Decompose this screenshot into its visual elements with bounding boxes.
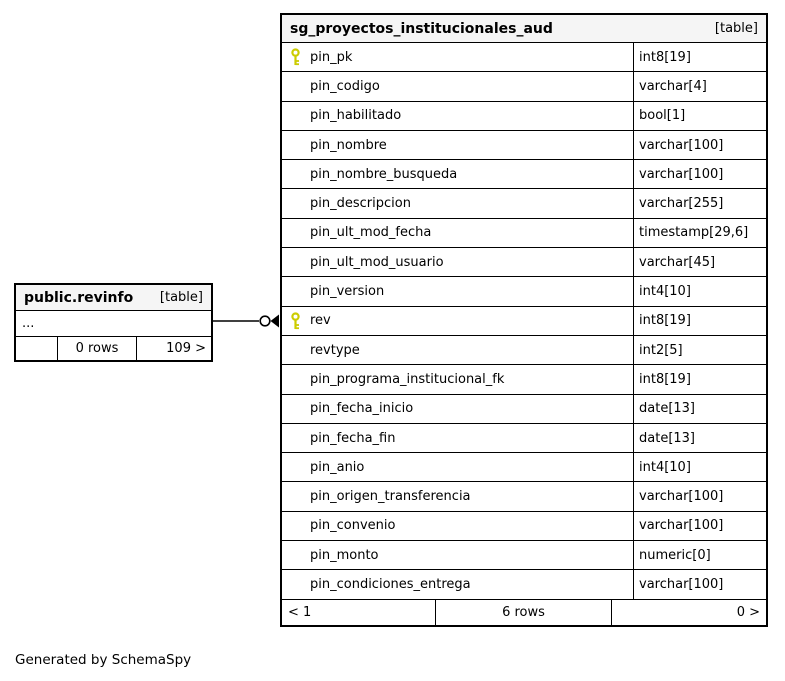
column-name-cell	[282, 102, 633, 130]
main-table-title[interactable]: sg_proyectos_institucionales_aud	[290, 20, 553, 37]
primary-key-icon	[290, 48, 310, 66]
column-name-cell	[282, 131, 633, 159]
column-name: pin_nombre_busqueda	[310, 166, 458, 182]
generated-by-text: Generated by SchemaSpy	[15, 652, 192, 668]
primary-key-icon	[290, 370, 310, 388]
column-name-cell	[282, 160, 633, 188]
column-row	[282, 512, 766, 541]
revinfo-footer-left	[16, 337, 57, 360]
primary-key-icon	[290, 546, 310, 564]
column-row	[282, 570, 766, 599]
revinfo-table-title[interactable]: public.revinfo	[24, 289, 134, 306]
revinfo-collapsed-columns: ...	[16, 311, 211, 337]
column-row	[282, 365, 766, 394]
main-footer-rows: 6 rows	[435, 600, 611, 625]
column-name: pin_pk	[310, 49, 353, 65]
column-type: numeric[0]	[633, 541, 766, 569]
column-row	[282, 72, 766, 101]
column-type: int4[10]	[633, 453, 766, 481]
column-type: int8[19]	[633, 365, 766, 393]
main-table-footer	[282, 600, 766, 625]
column-name: pin_ult_mod_usuario	[310, 254, 444, 270]
column-name-cell	[282, 189, 633, 217]
primary-key-icon	[290, 253, 310, 271]
column-name-cell	[282, 72, 633, 100]
primary-key-icon	[290, 312, 310, 330]
column-name: pin_habilitado	[310, 108, 402, 124]
revinfo-table-badge: [table]	[159, 290, 203, 305]
main-table-badge: [table]	[714, 21, 758, 36]
main-table-columns	[282, 43, 766, 600]
column-name: pin_anio	[310, 459, 365, 475]
main-footer-parents: < 1	[288, 604, 312, 620]
main-footer-children: 0 >	[611, 600, 766, 625]
column-type: bool[1]	[633, 102, 766, 130]
column-name: pin_programa_institucional_fk	[310, 371, 505, 387]
column-type: varchar[4]	[633, 72, 766, 100]
column-row	[282, 131, 766, 160]
column-row	[282, 453, 766, 482]
primary-key-icon	[290, 77, 310, 95]
column-name-cell	[282, 248, 633, 276]
column-name: pin_condiciones_entrega	[310, 576, 471, 592]
column-type: varchar[255]	[633, 189, 766, 217]
column-row	[282, 482, 766, 511]
column-name: pin_fecha_inicio	[310, 401, 414, 417]
connector-circle-icon	[260, 316, 270, 326]
column-name: pin_monto	[310, 547, 379, 563]
revinfo-footer-rows: 0 rows	[57, 337, 136, 360]
column-name: pin_fecha_fin	[310, 430, 396, 446]
column-name-cell	[282, 365, 633, 393]
column-row	[282, 424, 766, 453]
primary-key-icon	[290, 517, 310, 535]
column-row	[282, 541, 766, 570]
primary-key-icon	[290, 458, 310, 476]
column-type: int8[19]	[633, 307, 766, 335]
primary-key-icon	[290, 224, 310, 242]
primary-key-icon	[290, 488, 310, 506]
primary-key-icon	[290, 283, 310, 301]
column-row	[282, 43, 766, 72]
column-row	[282, 248, 766, 277]
column-name: pin_version	[310, 284, 385, 300]
main-table-node[interactable]	[280, 13, 768, 627]
primary-key-icon	[290, 400, 310, 418]
fk-relationship-connector	[213, 309, 281, 335]
main-table-header	[282, 15, 766, 43]
column-row	[282, 307, 766, 336]
revinfo-table-node[interactable]	[14, 283, 213, 362]
column-name-cell	[282, 482, 633, 510]
primary-key-icon	[290, 165, 310, 183]
primary-key-icon	[290, 136, 310, 154]
column-row	[282, 395, 766, 424]
primary-key-icon	[290, 195, 310, 213]
column-type: varchar[45]	[633, 248, 766, 276]
column-name-cell	[282, 277, 633, 305]
column-name-cell	[282, 43, 633, 71]
column-type: varchar[100]	[633, 160, 766, 188]
column-type: date[13]	[633, 424, 766, 452]
column-name: pin_descripcion	[310, 196, 411, 212]
column-type: timestamp[29,6]	[633, 219, 766, 247]
column-name-cell	[282, 424, 633, 452]
column-name: revtype	[310, 342, 360, 358]
column-row	[282, 160, 766, 189]
column-name-cell	[282, 307, 633, 335]
column-row	[282, 336, 766, 365]
column-row	[282, 102, 766, 131]
primary-key-icon	[290, 575, 310, 593]
column-name-cell	[282, 570, 633, 598]
column-row	[282, 189, 766, 218]
primary-key-icon	[290, 429, 310, 447]
column-name-cell	[282, 512, 633, 540]
column-type: varchar[100]	[633, 570, 766, 598]
column-row	[282, 219, 766, 248]
column-name: pin_ult_mod_fecha	[310, 225, 432, 241]
revinfo-table-footer	[16, 337, 211, 360]
column-name: pin_nombre	[310, 137, 387, 153]
column-type: varchar[100]	[633, 512, 766, 540]
column-name-cell	[282, 541, 633, 569]
column-type: varchar[100]	[633, 482, 766, 510]
column-type: date[13]	[633, 395, 766, 423]
primary-key-icon	[290, 107, 310, 125]
column-type: int2[5]	[633, 336, 766, 364]
column-row	[282, 277, 766, 306]
column-name: rev	[310, 313, 331, 329]
column-type: int4[10]	[633, 277, 766, 305]
revinfo-table-header	[16, 285, 211, 311]
revinfo-footer-right: 109 >	[136, 337, 211, 360]
column-name-cell	[282, 453, 633, 481]
column-name: pin_convenio	[310, 518, 396, 534]
column-type: varchar[100]	[633, 131, 766, 159]
column-name: pin_origen_transferencia	[310, 489, 471, 505]
connector-arrowhead-icon	[271, 315, 280, 328]
column-type: int8[19]	[633, 43, 766, 71]
column-name-cell	[282, 395, 633, 423]
column-name-cell	[282, 336, 633, 364]
column-name: pin_codigo	[310, 78, 380, 94]
primary-key-icon	[290, 341, 310, 359]
column-name-cell	[282, 219, 633, 247]
